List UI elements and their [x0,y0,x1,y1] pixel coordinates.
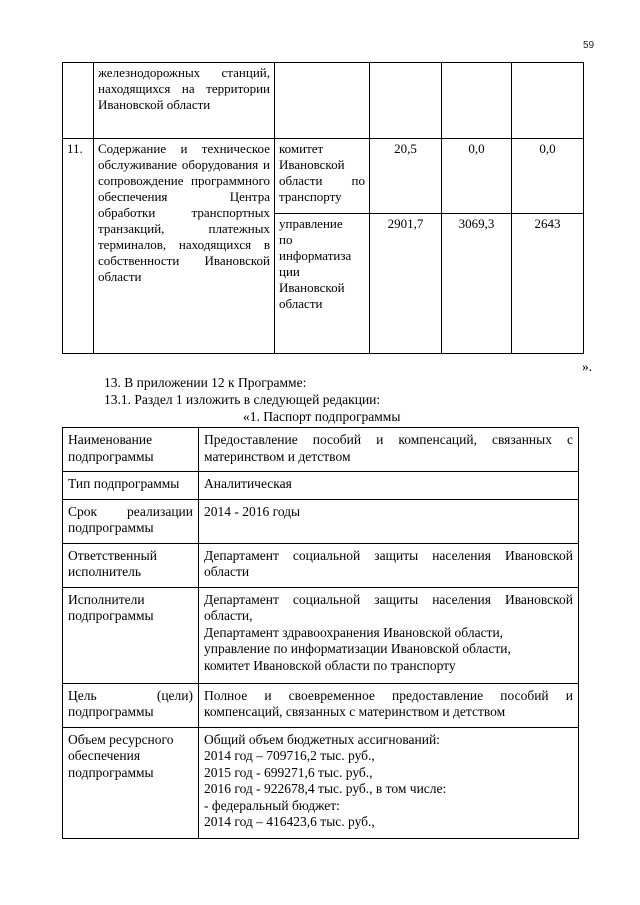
table-row [63,63,584,139]
executor-cell: комитет Ивановской области по транспорту [275,139,370,214]
passport-label: Тип подпрограммы [63,472,199,500]
value-2016-cell: 0,0 [512,139,584,214]
passport-label: Цель (цели) подпрограммы [63,683,199,727]
passport-value: Департамент социальной защиты населения Ивановской области, Департамент здравоохранения Ивановской области, управление по информатизации Ивановской области, комитет Ивановской области по транспорту [199,587,579,683]
value-2014-cell [370,63,442,139]
table-row [63,499,579,543]
table-row [63,587,579,683]
passport-label: Ответственный исполнитель [63,543,199,587]
table-row [63,472,579,500]
value-2016-cell [512,63,584,139]
passport-value: 2014 - 2016 годы [199,499,579,543]
measures-table [62,62,584,354]
passport-value: Предоставление пособий и компенсаций, связанных с материнством и детством [199,428,579,472]
passport-value: Департамент социальной защиты населения Ивановской области [199,543,579,587]
passport-value: Полное и своевременное предоставление пособий и компенсаций, связанных с материнством и детством [199,683,579,727]
passport-heading: «1. Паспорт подпрограммы [243,409,401,424]
passport-label: Срок реализации подпрограммы [63,499,199,543]
row-number-cell: 11. [63,139,94,354]
value-2015-cell [442,63,512,139]
value-2016-cell: 2643 [512,214,584,354]
value-2015-cell: 0,0 [442,139,512,214]
table-row [63,139,584,214]
passport-label: Объем ресурсного обеспечения подпрограммы [63,727,199,838]
table-row [63,727,579,838]
value-2014-cell: 2901,7 [370,214,442,354]
table-row [63,543,579,587]
value-2015-cell: 3069,3 [442,214,512,354]
value-2014-cell: 20,5 [370,139,442,214]
passport-table [62,427,579,839]
page-number: 59 [583,40,595,51]
passport-label: Исполнители подпрограммы [63,587,199,683]
passport-value: Общий объем бюджетных ассигнований: 2014 год – 709716,2 тыс. руб., 2015 год - 699271,6 тыс. руб., 2016 год - 922678,4 тыс. руб., в том числе: - федеральный бюджет: 2014 год – 416423,6 тыс. руб., [199,727,579,838]
paragraph-13: 13. В приложении 12 к Программе: [104,375,307,390]
paragraph-13-1: 13.1. Раздел 1 изложить в следующей редакции: [104,392,381,407]
table-row [63,428,579,472]
passport-label: Наименование подпрограммы [63,428,199,472]
executor-cell: управление по информатиза ции Ивановской области [275,214,370,354]
executor-cell [275,63,370,139]
passport-value: Аналитическая [199,472,579,500]
measure-name-cell: железнодорожных станций, находящихся на территории Ивановской области [94,63,275,139]
table-row [63,683,579,727]
row-number-cell [63,63,94,139]
measure-name-cell: Содержание и техническое обслуживание оборудования и сопровождение программного обеспечения Центра обработки транспортных транзакций, платежных терминалов, находящихся в собственности Ивановской области [94,139,275,354]
closing-quote: ». [582,359,593,374]
